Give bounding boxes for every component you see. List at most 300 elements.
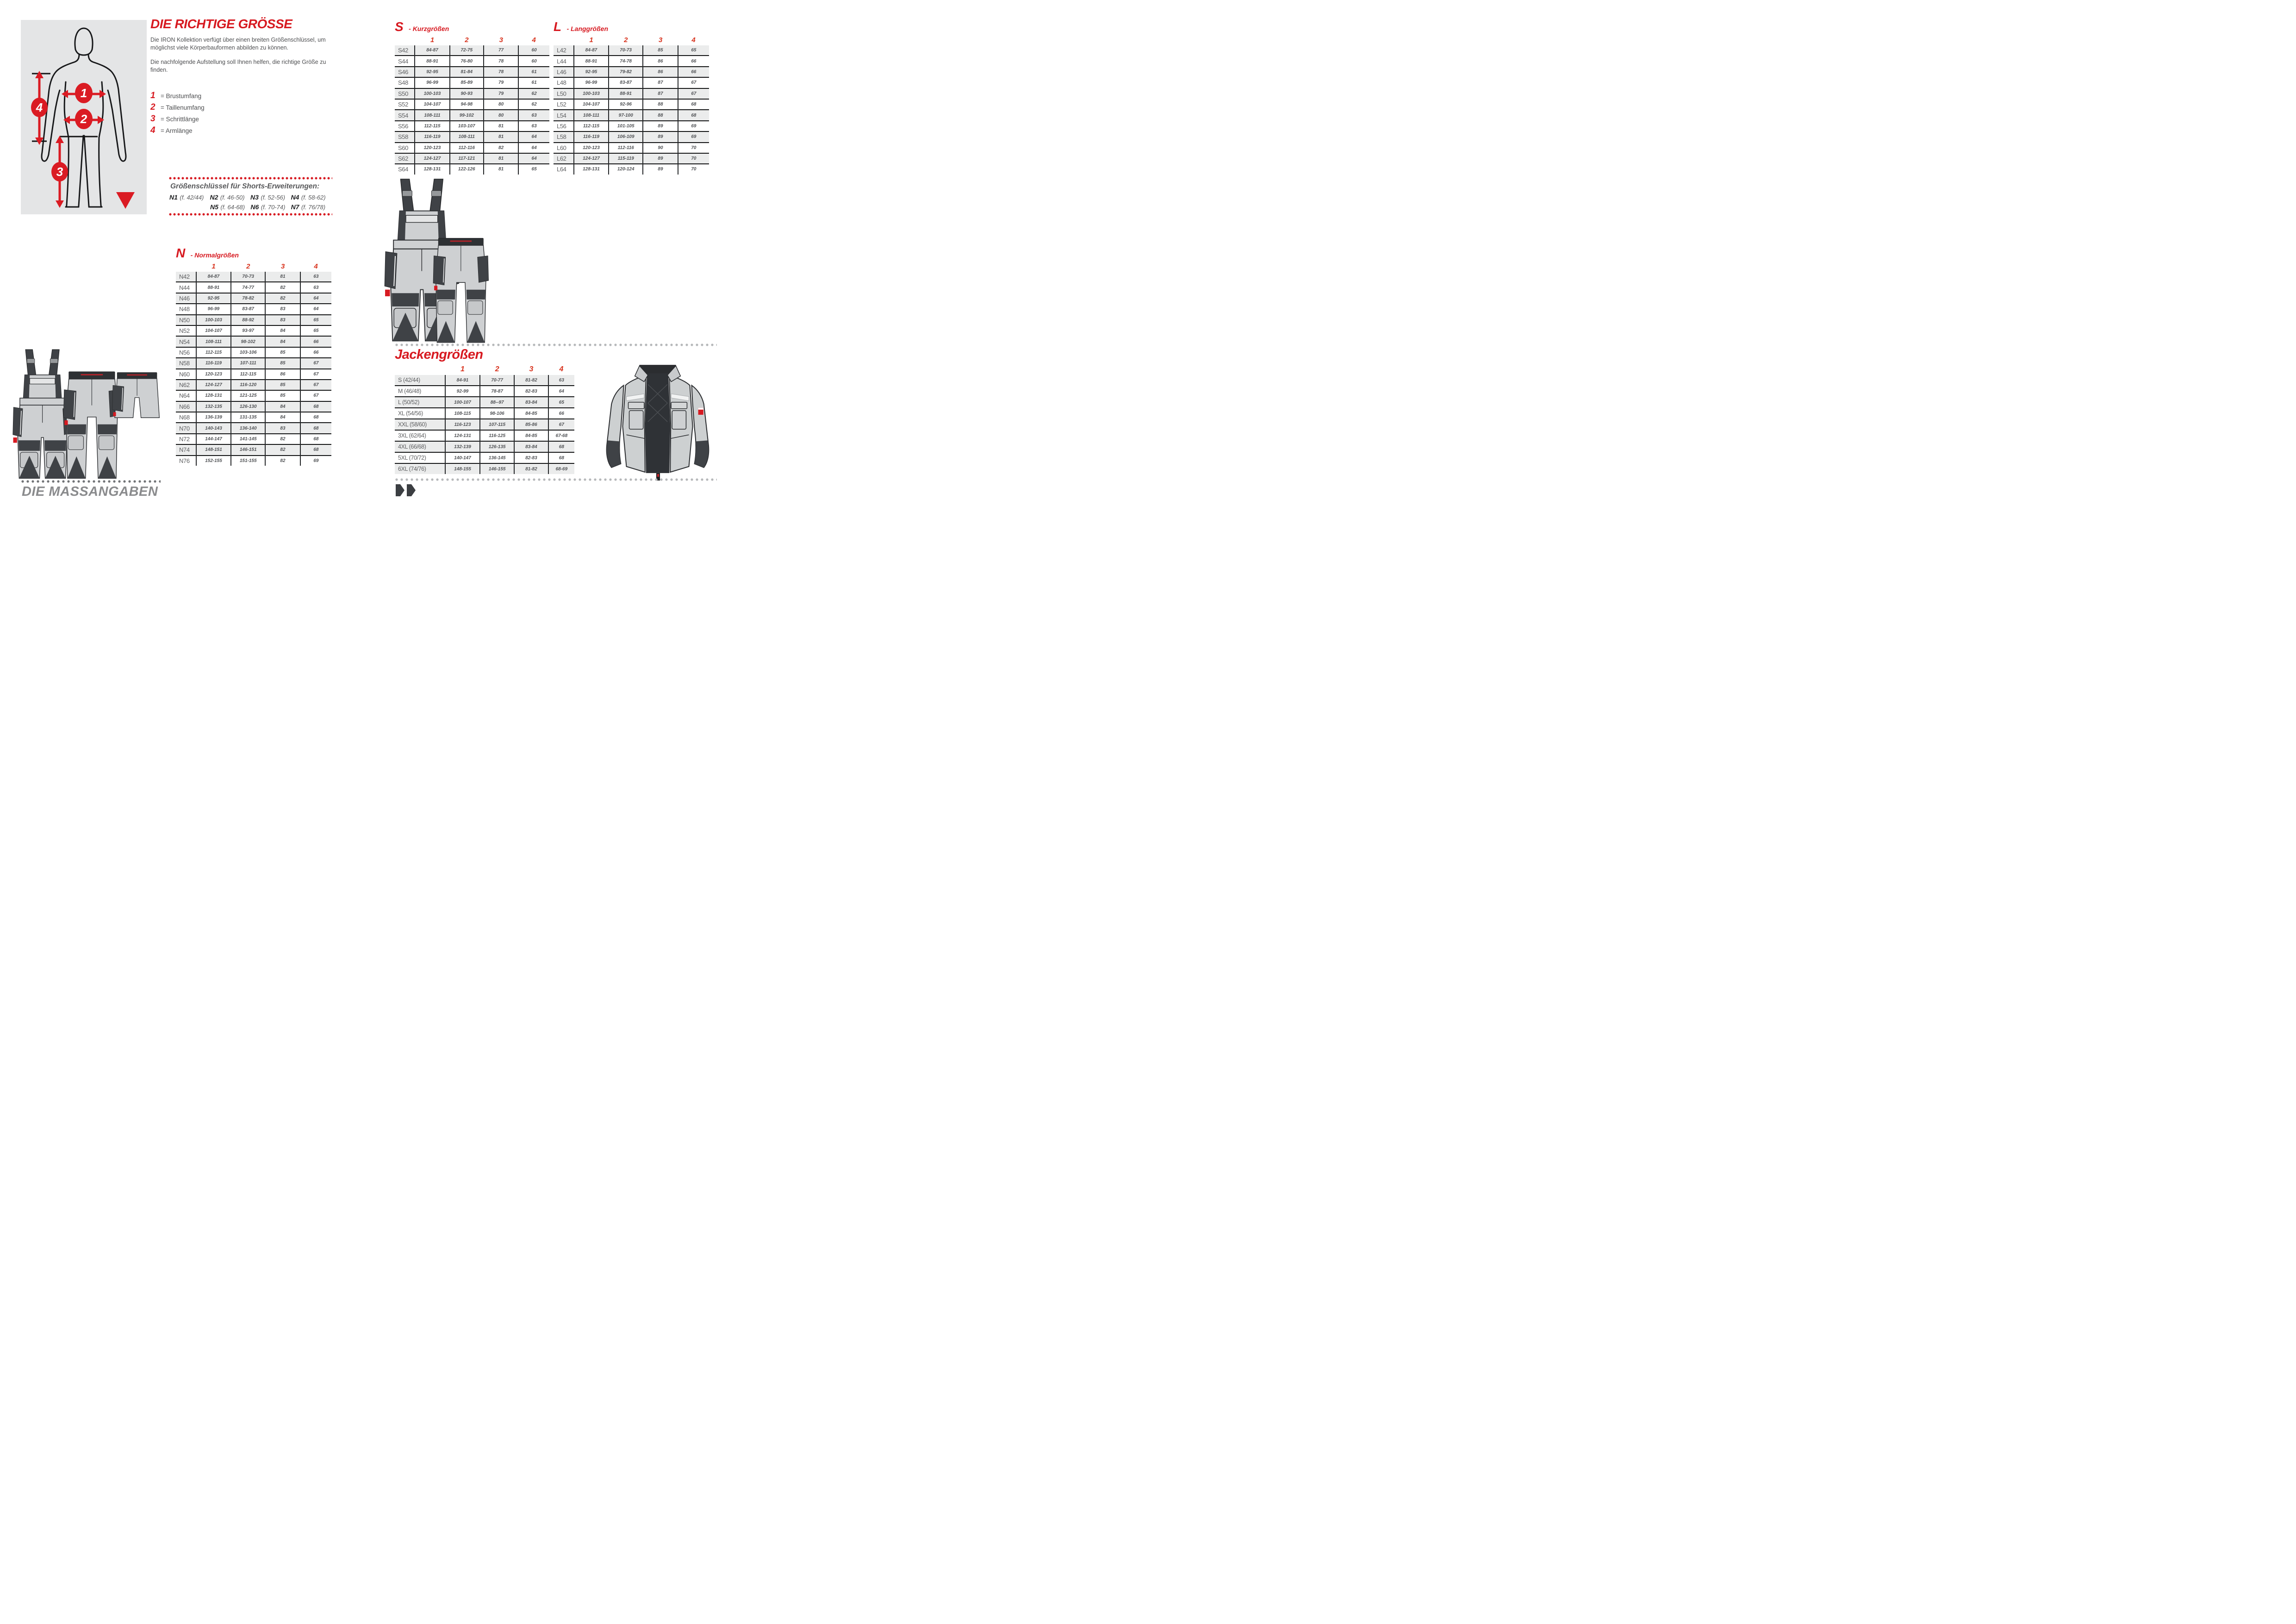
size-row (395, 67, 549, 77)
shorts-key-row-1 (169, 194, 331, 202)
size-value: 90-93 (450, 88, 484, 99)
table-heading-n (176, 246, 331, 261)
size-table-section-s (395, 19, 549, 175)
size-value: 82 (265, 282, 300, 293)
size-value: 136-139 (196, 412, 231, 423)
size-value: 87 (643, 88, 678, 99)
size-label: L50 (554, 88, 574, 99)
size-value: 68 (548, 441, 574, 452)
size-value: 100-103 (196, 315, 231, 325)
size-value: 70-73 (609, 45, 643, 56)
size-label: 4XL (66/68) (395, 441, 445, 452)
size-value: 83 (265, 423, 300, 433)
size-label: S46 (395, 67, 415, 77)
size-row (554, 143, 709, 153)
size-value: 76-80 (450, 56, 484, 66)
size-label: L54 (554, 110, 574, 120)
size-value: 85-86 (514, 419, 548, 430)
size-label: 6XL (74/76) (395, 463, 445, 474)
legend-label: = Taillenumfang (161, 104, 205, 111)
size-value: 98-102 (231, 336, 265, 347)
size-value: 67 (548, 419, 574, 430)
size-value: 89 (643, 121, 678, 131)
size-value: 89 (643, 164, 678, 174)
red-dotted-divider (168, 176, 332, 180)
size-row (395, 131, 549, 142)
size-value: 92-96 (609, 99, 643, 110)
size-value: 64 (518, 143, 549, 153)
table-heading-l (554, 19, 709, 34)
size-value: 82 (265, 293, 300, 304)
legend-item-2 (150, 102, 271, 114)
size-value: 124-131 (445, 430, 480, 441)
size-label: N46 (176, 293, 196, 304)
size-value: 79 (484, 77, 518, 88)
shorts-key-item (291, 194, 332, 202)
size-value: 61 (518, 77, 549, 88)
size-value: 120-124 (609, 164, 643, 174)
size-value: 152-155 (196, 456, 231, 466)
size-value: 84-91 (445, 375, 480, 386)
size-value: 116-123 (445, 419, 480, 430)
size-value: 72-75 (450, 45, 484, 56)
size-value: 116-125 (480, 430, 514, 441)
size-value: 80 (484, 99, 518, 110)
size-value: 69 (678, 121, 709, 131)
shorts-key-code: N5 (210, 203, 218, 211)
size-value: 62 (518, 88, 549, 99)
size-label: L (50/52) (395, 397, 445, 408)
size-value: 66 (678, 67, 709, 77)
size-value: 112-115 (415, 121, 449, 131)
size-value: 100-103 (574, 88, 609, 99)
size-label: N50 (176, 315, 196, 325)
size-value: 67 (300, 369, 331, 380)
size-value: 88-91 (574, 56, 609, 66)
size-value: 84 (265, 401, 300, 412)
size-label: L48 (554, 77, 574, 88)
column-number: 3 (499, 36, 503, 44)
legend-number: 3 (150, 114, 156, 124)
size-row (554, 153, 709, 164)
size-row (395, 386, 574, 397)
table-letter: L (554, 19, 562, 34)
size-value: 96-99 (415, 77, 449, 88)
size-row (176, 272, 331, 282)
size-row (395, 153, 549, 164)
size-value: 63 (300, 272, 331, 282)
size-value: 136-145 (480, 452, 514, 463)
size-value: 120-123 (415, 143, 449, 153)
size-row (395, 375, 574, 386)
shorts-key-code: N7 (291, 203, 299, 211)
table-name: - Kurzgrößen (409, 25, 449, 32)
size-row (176, 401, 331, 412)
size-row (176, 282, 331, 293)
size-value: 81 (265, 272, 300, 282)
size-value: 128-131 (415, 164, 449, 174)
gray-dotted-divider (395, 343, 717, 347)
size-value: 81-82 (514, 375, 548, 386)
size-value: 104-107 (196, 325, 231, 336)
size-value: 81 (484, 121, 518, 131)
size-row (176, 336, 331, 347)
size-value: 100-103 (415, 88, 449, 99)
measure-arrows (35, 71, 106, 208)
column-number: 4 (532, 36, 536, 44)
size-value: 101-105 (609, 121, 643, 131)
size-label: S50 (395, 88, 415, 99)
shorts-key-code: N3 (250, 194, 259, 201)
size-value: 82-83 (514, 386, 548, 397)
size-value: 126-135 (480, 441, 514, 452)
column-number: 4 (691, 36, 696, 44)
size-value: 68 (678, 99, 709, 110)
column-number: 2 (495, 365, 499, 373)
size-value: 96-99 (196, 304, 231, 314)
size-row (554, 56, 709, 66)
size-value: 84-87 (574, 45, 609, 56)
column-headers (554, 36, 709, 44)
size-row (176, 444, 331, 455)
size-table-section-n (176, 246, 331, 466)
size-value: 106-109 (609, 131, 643, 142)
column-number: 1 (212, 262, 216, 270)
size-value: 81-84 (450, 67, 484, 77)
size-value: 85 (265, 358, 300, 369)
size-label: N54 (176, 336, 196, 347)
size-value: 97-100 (609, 110, 643, 120)
size-value: 116-119 (415, 131, 449, 142)
shorts-key-item (210, 203, 250, 212)
size-row (395, 463, 574, 474)
size-label: M (46/48) (395, 386, 445, 397)
size-value: 70 (678, 143, 709, 153)
size-value: 85 (265, 390, 300, 401)
column-headers (395, 365, 574, 374)
size-row (176, 412, 331, 423)
size-value: 140-143 (196, 423, 231, 433)
size-value: 108-111 (196, 336, 231, 347)
size-value: 66 (678, 56, 709, 66)
size-value: 69 (300, 456, 331, 466)
size-value: 121-125 (231, 390, 265, 401)
marker-2-number: 2 (80, 112, 87, 126)
chevron-right-icon (407, 484, 416, 496)
size-row (395, 56, 549, 66)
size-row (395, 77, 549, 88)
chevron-right-icon (396, 484, 404, 496)
size-value: 77 (484, 45, 518, 56)
size-value: 148-151 (196, 444, 231, 455)
column-number: 3 (529, 365, 534, 373)
size-value: 99-102 (450, 110, 484, 120)
size-label: N66 (176, 401, 196, 412)
size-label: S42 (398, 47, 408, 54)
size-guide-page (0, 0, 726, 513)
size-value: 63 (300, 282, 331, 293)
size-value: 60 (518, 45, 549, 56)
size-value: 67-68 (548, 430, 574, 441)
footer-title: DIE MASSANGABEN (22, 484, 158, 499)
size-value: 83-84 (514, 397, 548, 408)
size-label: L62 (554, 153, 574, 164)
size-label: 3XL (62/64) (395, 430, 445, 441)
size-row (176, 423, 331, 433)
size-table-jackengroessen (395, 375, 574, 474)
size-value: 132-139 (445, 441, 480, 452)
size-table-langgroessen (554, 45, 709, 175)
size-row (395, 164, 549, 174)
size-value: 68-69 (548, 463, 574, 474)
size-value: 107-111 (231, 358, 265, 369)
size-label: S60 (395, 143, 415, 153)
size-value: 148-155 (445, 463, 480, 474)
size-value: 69 (678, 131, 709, 142)
size-value: 88-91 (415, 56, 449, 66)
table-heading-s (395, 19, 549, 34)
red-triangle-marker (116, 192, 135, 209)
intro-section (150, 17, 336, 74)
size-label: S52 (395, 99, 415, 110)
size-row (176, 358, 331, 369)
size-row (395, 45, 549, 56)
size-value: 63 (518, 121, 549, 131)
size-row (176, 380, 331, 390)
shorts-size-key-box (168, 176, 332, 216)
size-label: N68 (176, 412, 196, 423)
size-row (176, 369, 331, 380)
column-number: 2 (465, 36, 469, 44)
jacket-illustration (598, 356, 717, 482)
size-value: 67 (678, 77, 709, 88)
size-value: 89 (643, 153, 678, 164)
shorts-key-range: (f. 52-56) (261, 194, 286, 201)
size-value: 79 (484, 88, 518, 99)
size-row (176, 304, 331, 314)
legend-item-3 (150, 114, 271, 125)
size-label: S64 (395, 164, 415, 174)
size-value: 60 (518, 56, 549, 66)
size-value: 128-131 (196, 390, 231, 401)
size-value: 108-111 (574, 110, 609, 120)
garment-trio-illustration (8, 348, 161, 482)
measurement-legend (150, 91, 271, 137)
size-row (395, 452, 574, 463)
legend-number: 4 (150, 125, 156, 135)
size-label: L60 (554, 143, 574, 153)
size-value: 86 (643, 67, 678, 77)
size-value: 103-106 (231, 347, 265, 358)
size-label: N76 (176, 456, 196, 466)
size-value: 132-135 (196, 401, 231, 412)
size-label: N52 (176, 325, 196, 336)
size-label: L42 (557, 47, 566, 54)
size-value: 117-121 (450, 153, 484, 164)
size-row (395, 441, 574, 452)
size-value: 98-106 (480, 408, 514, 419)
size-row (176, 315, 331, 325)
size-value: 78 (484, 67, 518, 77)
size-value: 96-99 (574, 77, 609, 88)
size-value: 88 (643, 99, 678, 110)
size-value: 78-87 (480, 386, 514, 397)
shorts-key-item (169, 194, 210, 202)
size-value: 70 (678, 164, 709, 174)
size-label: N44 (176, 282, 196, 293)
size-label: N74 (176, 444, 196, 455)
column-number: 1 (460, 365, 465, 373)
shorts-key-item (291, 203, 331, 212)
size-table-normalgroessen (176, 272, 331, 466)
size-value: 82 (265, 444, 300, 455)
size-value: 82 (265, 434, 300, 444)
size-row (554, 131, 709, 142)
size-value: 68 (300, 444, 331, 455)
jacken-title: Jackengrößen (395, 347, 483, 362)
size-label: N58 (176, 358, 196, 369)
size-value: 140-147 (445, 452, 480, 463)
column-number: 1 (589, 36, 593, 44)
size-value: 116-119 (196, 358, 231, 369)
size-label: N42 (179, 273, 190, 281)
column-number: 3 (659, 36, 663, 44)
shorts-key-range: (f. 76/78) (301, 204, 326, 211)
size-table-section-l (554, 19, 709, 175)
body-measurement-diagram (21, 20, 147, 214)
size-value: 88-91 (609, 88, 643, 99)
shorts-key-code: N4 (291, 194, 299, 201)
size-value: 85-89 (450, 77, 484, 88)
table-letter: N (176, 246, 186, 260)
size-value: 84 (265, 325, 300, 336)
size-value: 67 (300, 358, 331, 369)
size-label: S (42/44) (398, 377, 420, 383)
size-value: 92-95 (415, 67, 449, 77)
size-value: 103-107 (450, 121, 484, 131)
shorts-key-range: (f. 46-50) (220, 194, 245, 201)
size-value: 100-107 (445, 397, 480, 408)
size-label: S48 (395, 77, 415, 88)
size-value: 81 (484, 131, 518, 142)
size-row (395, 110, 549, 120)
table-letter: S (395, 19, 404, 34)
size-value: 66 (300, 336, 331, 347)
garment-trio-drawing (8, 348, 161, 482)
size-value: 68 (300, 401, 331, 412)
marker-3-number: 3 (56, 165, 63, 179)
size-value: 88 (643, 110, 678, 120)
size-row (395, 121, 549, 131)
shorts-key-range: (f. 70-74) (261, 204, 286, 211)
size-value: 88--97 (480, 397, 514, 408)
column-number: 2 (246, 262, 250, 270)
size-value: 112-115 (231, 369, 265, 380)
size-value: 86 (265, 369, 300, 380)
legend-item-1 (150, 91, 271, 102)
size-row (554, 121, 709, 131)
size-label: N64 (176, 390, 196, 401)
size-value: 108-111 (450, 131, 484, 142)
size-value: 128-131 (574, 164, 609, 174)
size-row (395, 99, 549, 110)
size-value: 120-123 (574, 143, 609, 153)
size-value: 115-119 (609, 153, 643, 164)
gray-dotted-divider (21, 480, 161, 483)
size-value: 112-116 (450, 143, 484, 153)
size-value: 108-111 (415, 110, 449, 120)
size-value: 68 (300, 434, 331, 444)
size-value: 88-91 (196, 282, 231, 293)
intro-paragraph-1: Die IRON Kollektion verfügt über einen breiten Größenschlüssel, um möglichst viele Körperbauformen abbilden zu können. (150, 37, 326, 51)
shorts-key-row-2 (169, 203, 331, 212)
shorts-key-item (250, 203, 291, 212)
size-value: 92-95 (196, 293, 231, 304)
workwear-pants-drawing (373, 177, 495, 345)
size-value: 68 (548, 452, 574, 463)
shorts-key-item (250, 194, 291, 202)
column-number: 2 (624, 36, 628, 44)
size-value: 65 (548, 397, 574, 408)
size-row (395, 397, 574, 408)
size-value: 141-145 (231, 434, 265, 444)
size-row (554, 67, 709, 77)
size-value: 126-130 (231, 401, 265, 412)
legend-label: = Armlänge (161, 127, 193, 134)
size-value: 65 (678, 45, 709, 56)
size-value: 112-115 (196, 347, 231, 358)
size-label: L44 (554, 56, 574, 66)
size-value: 146-155 (480, 463, 514, 474)
table-name: - Langgrößen (566, 25, 608, 32)
size-value: 94-98 (450, 99, 484, 110)
size-label: L64 (554, 164, 574, 174)
size-table-section-jacken (395, 347, 574, 474)
shorts-key-range: (f. 58-62) (301, 194, 326, 201)
size-value: 64 (300, 304, 331, 314)
shorts-key-code: N2 (210, 194, 218, 201)
shorts-key-title: Größenschlüssel für Shorts-Erweiterungen: (170, 182, 320, 190)
size-value: 82 (484, 143, 518, 153)
size-value: 107-115 (480, 419, 514, 430)
shorts-drawing (112, 373, 160, 418)
size-value: 84-85 (514, 430, 548, 441)
size-value: 81-82 (514, 463, 548, 474)
legend-label: = Brustumfang (161, 93, 202, 100)
size-label: S44 (395, 56, 415, 66)
size-row (176, 347, 331, 358)
size-value: 67 (300, 390, 331, 401)
size-value: 112-115 (574, 121, 609, 131)
size-value: 65 (300, 325, 331, 336)
size-value: 87 (643, 77, 678, 88)
size-value: 144-147 (196, 434, 231, 444)
size-value: 116-119 (574, 131, 609, 142)
size-row (176, 456, 331, 466)
size-label: N72 (176, 434, 196, 444)
size-value: 90 (643, 143, 678, 153)
size-value: 65 (300, 315, 331, 325)
size-value: 70-77 (480, 375, 514, 386)
marker-1-number: 1 (80, 86, 87, 100)
size-value: 68 (678, 110, 709, 120)
column-headers (176, 262, 331, 270)
work-trouser-drawing (433, 238, 489, 343)
bib-overall-drawing (13, 350, 72, 478)
shorts-key-item (210, 194, 251, 202)
work-trouser-drawing (63, 372, 120, 478)
size-row (395, 419, 574, 430)
